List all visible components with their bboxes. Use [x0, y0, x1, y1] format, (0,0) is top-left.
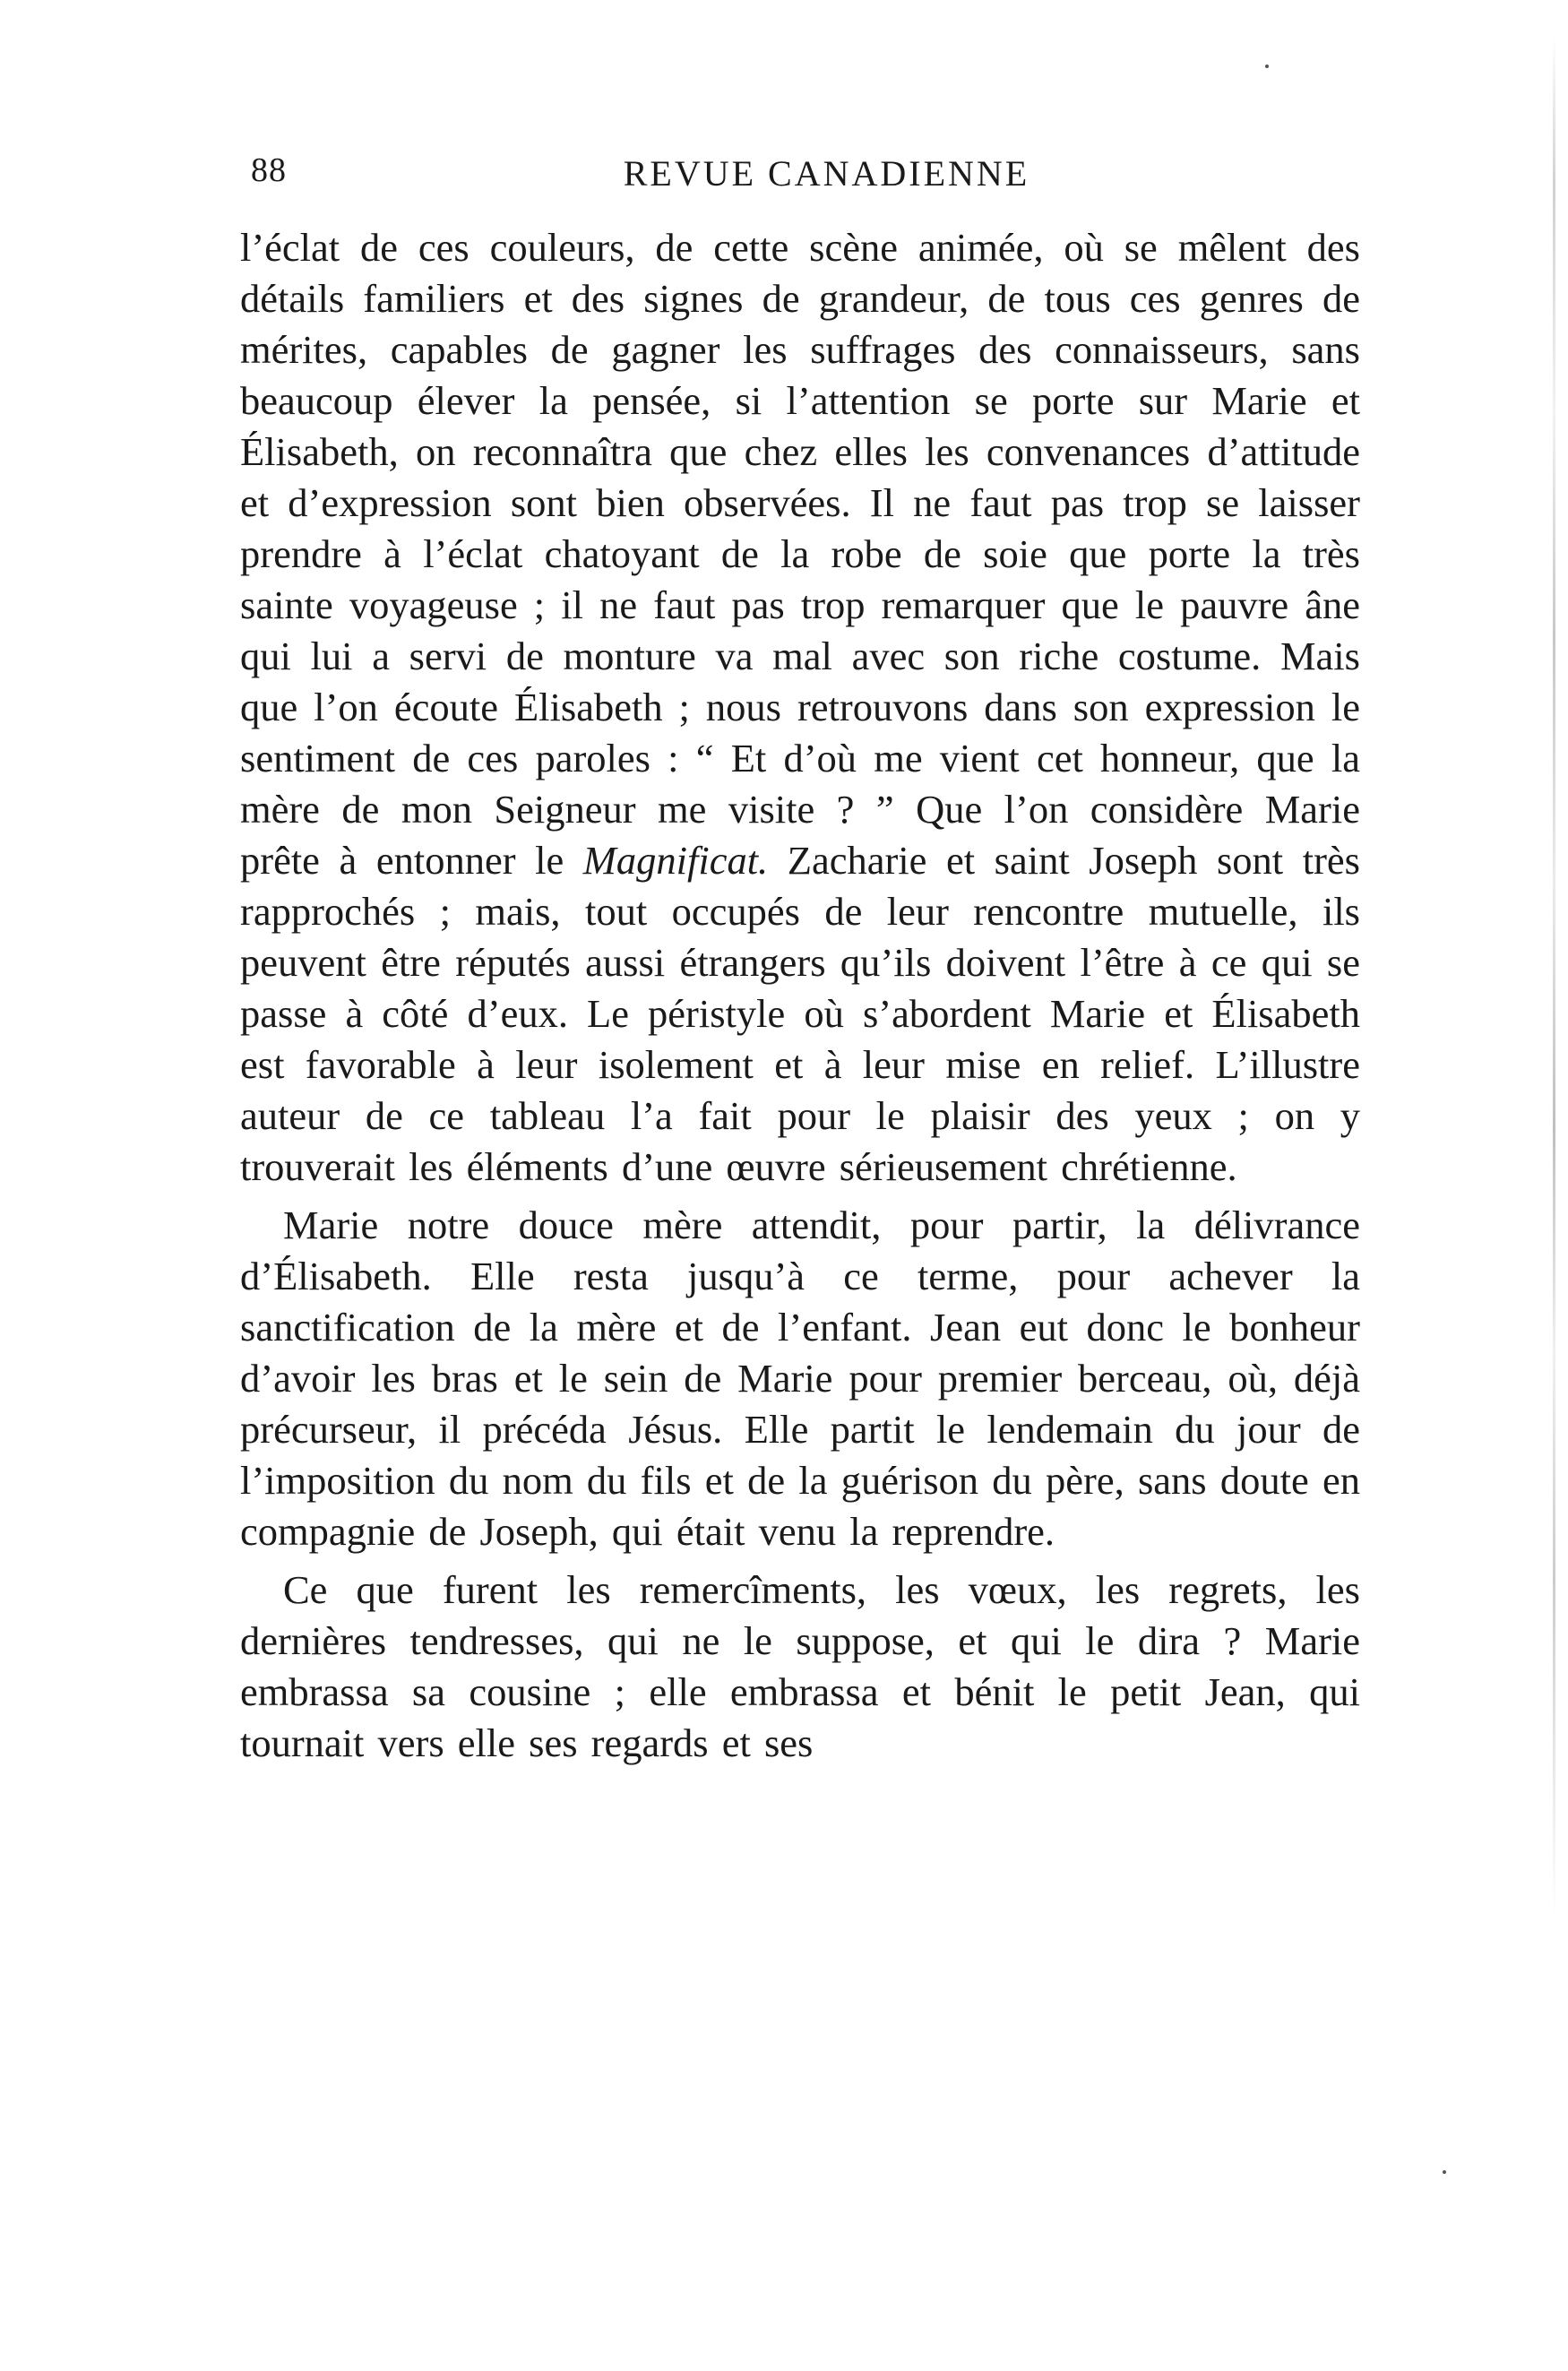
paragraph-3-text: Ce que furent les remercîments, les vœux, les regrets, les dernières tendresses, qui ne le suppose, et qui le dira ? Marie embrassa sa cousine ; elle embrassa et bénit le petit Jean, qui tournait vers elle ses regards et ses [240, 1567, 1360, 1765]
paragraph-1-italic-magnificat: Magnificat. [582, 838, 769, 883]
page-number: 88 [251, 151, 287, 189]
paragraph-2-text: Marie notre douce mère attendit, pour partir, la délivrance d’Élisabeth. Elle resta jusqu’à ce terme, pour achever la sanctification de la mère et de l’enfant. Jean eut donc le bonheur d’avoir les bras et le sein de Marie pour premier berceau, où, déjà précurseur, il précéda Jésus. Elle partit le lendemain du jour de l’imposition du nom du fils et de la guérison du père, sans doute en compagnie de Joseph, qui était venu la reprendre. [240, 1203, 1360, 1554]
paragraph-2 [240, 1200, 1360, 1557]
paragraph-3 [240, 1565, 1360, 1769]
scan-edge-shadow [1553, 36, 1555, 1918]
page-header [251, 142, 1366, 204]
scan-speck [1265, 65, 1269, 68]
paragraph-1 [240, 222, 1360, 1193]
paragraph-1-text-b: Zacharie et saint Joseph sont très rapprochés ; mais, tout occupés de leur rencontre mutuelle, ils peuvent être réputés aussi étrangers qu’ils doivent l’être à ce qui se passe à côté d’eux. Le péristyle où s’abordent Marie et Élisabeth est favorable à leur isolement et à leur mise en relief. L’illustre auteur de ce tableau l’a fait pour le plaisir des yeux ; on y trouverait les éléments d’une œuvre sérieusement chrétienne. [240, 838, 1360, 1189]
page-body [240, 222, 1360, 1769]
scan-speck [1443, 2170, 1446, 2174]
running-head: REVUE CANADIENNE [623, 153, 1030, 194]
paragraph-1-text-a: l’éclat de ces couleurs, de cette scène animée, où se mêlent des détails familiers et des signes de grandeur, de tous ces genres de mérites, capables de gagner les suffrages des connaisseurs, sans beaucoup élever la pensée, si l’attention se porte sur Marie et Élisabeth, on reconnaîtra que chez elles les convenances d’attitude et d’expression sont bien observées. Il ne faut pas trop se laisser prendre à l’éclat chatoyant de la robe de soie que porte la très sainte voyageuse ; il ne faut pas trop remarquer que le pauvre âne qui lui a servi de monture va mal avec son riche costume. Mais que l’on écoute Élisabeth ; nous retrouvons dans son expression le sentiment de ces paroles : “ Et d’où me vient cet honneur, que la mère de mon Seigneur me visite ? ” Que l’on considère Marie prête à entonner le [240, 225, 1360, 883]
